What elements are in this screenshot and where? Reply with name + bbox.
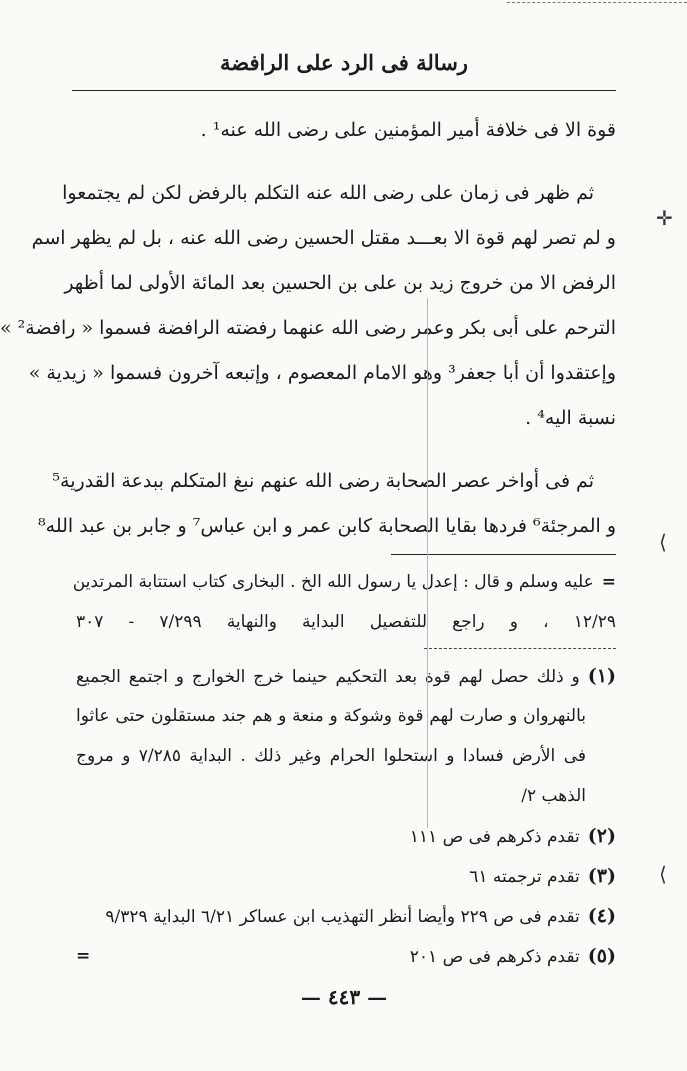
footnote-text: تقدم ذكرهم فى ص ١١١ xyxy=(409,827,580,847)
margin-mark-icon: ✛ xyxy=(656,206,673,230)
footnote-item-continuation xyxy=(76,697,616,737)
footnote-item xyxy=(76,817,616,857)
footnote-item xyxy=(76,937,616,977)
footnotes xyxy=(72,563,616,977)
footnote-text: تقدم ذكرهم فى ص ٢٠١ xyxy=(409,947,580,967)
footnote-continuation-line xyxy=(76,603,616,643)
header-rule xyxy=(72,90,616,91)
footnote-text: عليه وسلم و قال : إعدل يا رسول الله الخ . البخارى كتاب استتابة المرتدين xyxy=(72,572,594,592)
body-line: الرفض الا من خروج زيد بن على بن الحسين بعد المائة الأولى لما أظهر xyxy=(64,272,616,294)
continuation-mark: = xyxy=(76,946,91,966)
footnote-text: تقدم فى ص ٢٢٩ وأيضا أنظر التهذيب ابن عساكر ٦/٢١ البداية ٩/٣٢٩ xyxy=(105,907,580,927)
page-number: — ٤٤٣ — xyxy=(300,985,388,1009)
footnote-number: (٥) xyxy=(587,945,616,967)
footnote-separator xyxy=(391,554,616,555)
footnote-continuation-line xyxy=(72,563,616,603)
footnote-item xyxy=(76,657,616,697)
footnote-item xyxy=(76,897,616,937)
running-header-title: رسالة فى الرد على الرافضة xyxy=(220,50,468,75)
footnote-item xyxy=(76,857,616,897)
footnote-text: ١٢/٢٩ ، و راجع للتفصيل البداية والنهاية ٧/٢٩٩ - ٣٠٧ xyxy=(76,612,616,632)
margin-mark-icon: ⟩ xyxy=(659,862,667,886)
footnote-text: بالنهروان و صارت لهم قوة وشوكة و منعة و هم جند مستقلون حتى عاثوا xyxy=(76,706,586,726)
footnote-text: الذهب ٢/ xyxy=(521,786,586,806)
body-line: قوة الا فى خلافة أمير المؤمنين على رضى الله عنه¹ . xyxy=(200,119,616,141)
body-line: الترحم على أبى بكر وعمر رضى الله عنهما رفضته الرافضة فسموا « رافضة² » xyxy=(0,317,616,339)
footnote-number: (٤) xyxy=(587,905,616,927)
body-line: ثم فى أواخر عصر الصحابة رضى الله عنهم نبغ المتكلم ببدعة القدرية⁵ xyxy=(52,470,594,492)
margin-mark-icon: ⟩ xyxy=(659,530,667,554)
footnote-text: فى الأرض فسادا و استحلوا الحرام وغير ذلك . البداية ٧/٢٨٥ و مروج xyxy=(76,746,586,766)
body-line: ثم ظهر فى زمان على رضى الله عنه التكلم بالرفض لكن لم يجتمعوا xyxy=(62,182,594,204)
body-line: نسبة اليه⁴ . xyxy=(525,407,616,429)
continuation-mark: = xyxy=(601,572,616,592)
footnote-number: (٣) xyxy=(587,865,616,887)
top-edge-dash xyxy=(507,2,687,3)
main-text xyxy=(0,110,616,551)
footnote-text: تقدم ترجمته ٦١ xyxy=(469,867,580,887)
footnote-number: (١) xyxy=(587,665,616,687)
body-line: وإعتقدوا أن أبا جعفر³ وهو الامام المعصوم ، وإتبعه آخرون فسموا « زيدية » xyxy=(28,362,616,384)
scan-fold-line xyxy=(427,298,428,828)
footnote-item-continuation xyxy=(76,777,616,817)
footnote-text: و ذلك حصل لهم قوة بعد التحكيم حينما خرج الخوارج و اجتمع الجميع xyxy=(76,667,580,687)
footnote-number: (٢) xyxy=(587,825,616,847)
body-line: و المرجئة⁶ فردها بقايا الصحابة كابن عمر و ابن عباس⁷ و جابر بن عبد الله⁸ xyxy=(38,515,616,537)
footnote-item-continuation xyxy=(76,737,616,777)
body-line: و لم تصر لهم قوة الا بعـــد مقتل الحسين رضى الله عنه ، بل لم يظهر اسم xyxy=(31,227,616,249)
